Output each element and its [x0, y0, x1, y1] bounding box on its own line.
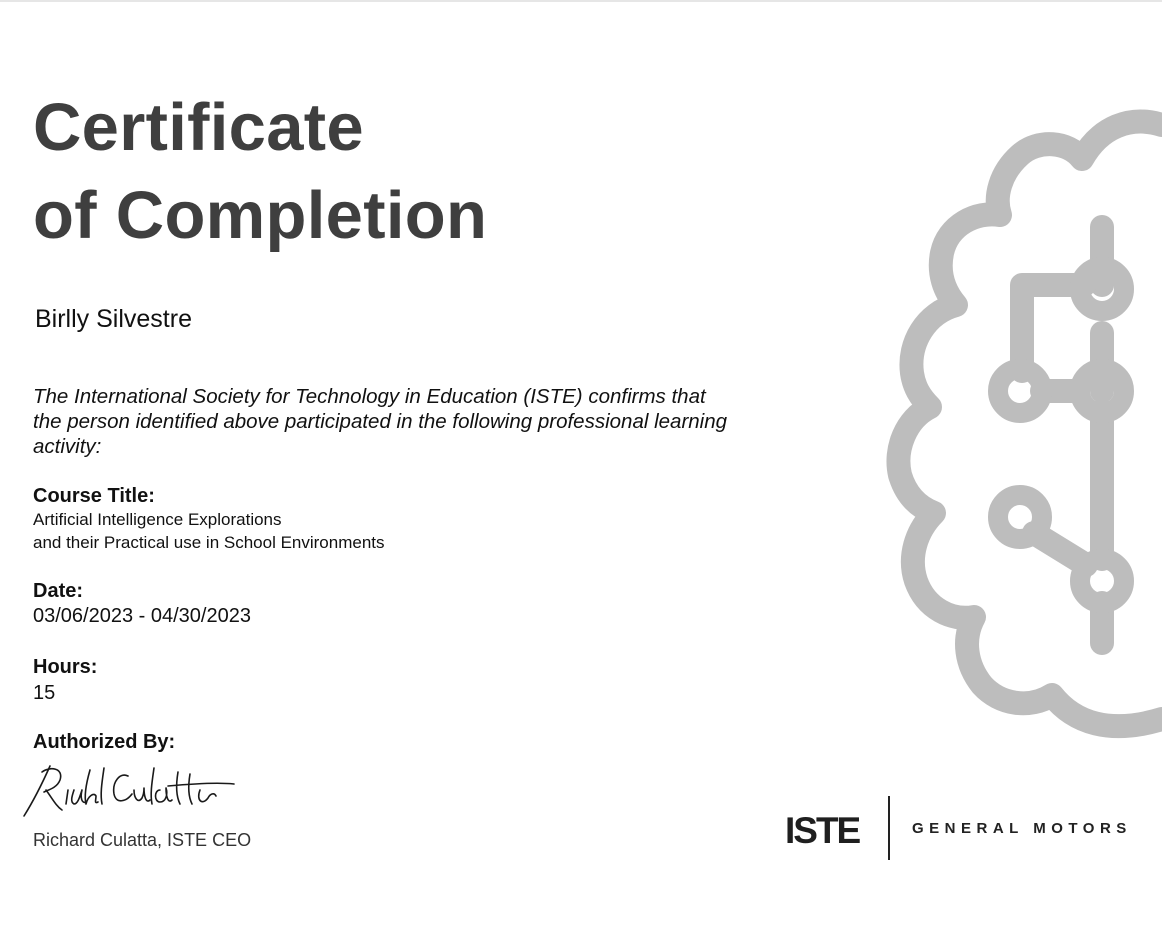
title-line-1: Certificate: [33, 90, 364, 165]
title-line-2: of Completion: [33, 178, 488, 253]
brain-circuit-icon: [860, 95, 1162, 755]
certificate-title: [33, 84, 487, 260]
top-border: [0, 0, 1162, 2]
svg-text:ISTE: ISTE: [785, 810, 860, 848]
date-label: Date:: [33, 580, 84, 602]
general-motors-logo: GENERAL MOTORS: [912, 820, 1132, 837]
authorized-by-label: Authorized By:: [33, 731, 176, 753]
sponsor-logos: [785, 796, 1135, 862]
confirmation-statement: The International Society for Technology in Education (ISTE) confirms that the person identified above participated in the following professional learning activity:: [33, 385, 728, 458]
hours-value: 15: [33, 682, 56, 704]
recipient-name: Birlly Silvestre: [35, 305, 192, 333]
course-title-line-2: and their Practical use in School Environments: [33, 533, 385, 552]
date-value: 03/06/2023 - 04/30/2023: [33, 605, 251, 627]
signer-name: Richard Culatta, ISTE CEO: [33, 830, 252, 850]
iste-logo: [785, 810, 871, 848]
hours-label: Hours:: [33, 656, 98, 678]
course-title-label: Course Title:: [33, 485, 155, 507]
course-title-value: [33, 508, 385, 554]
logo-divider: [888, 796, 890, 860]
signature-image: [20, 760, 240, 822]
course-title-line-1: Artificial Intelligence Explorations: [33, 510, 282, 529]
